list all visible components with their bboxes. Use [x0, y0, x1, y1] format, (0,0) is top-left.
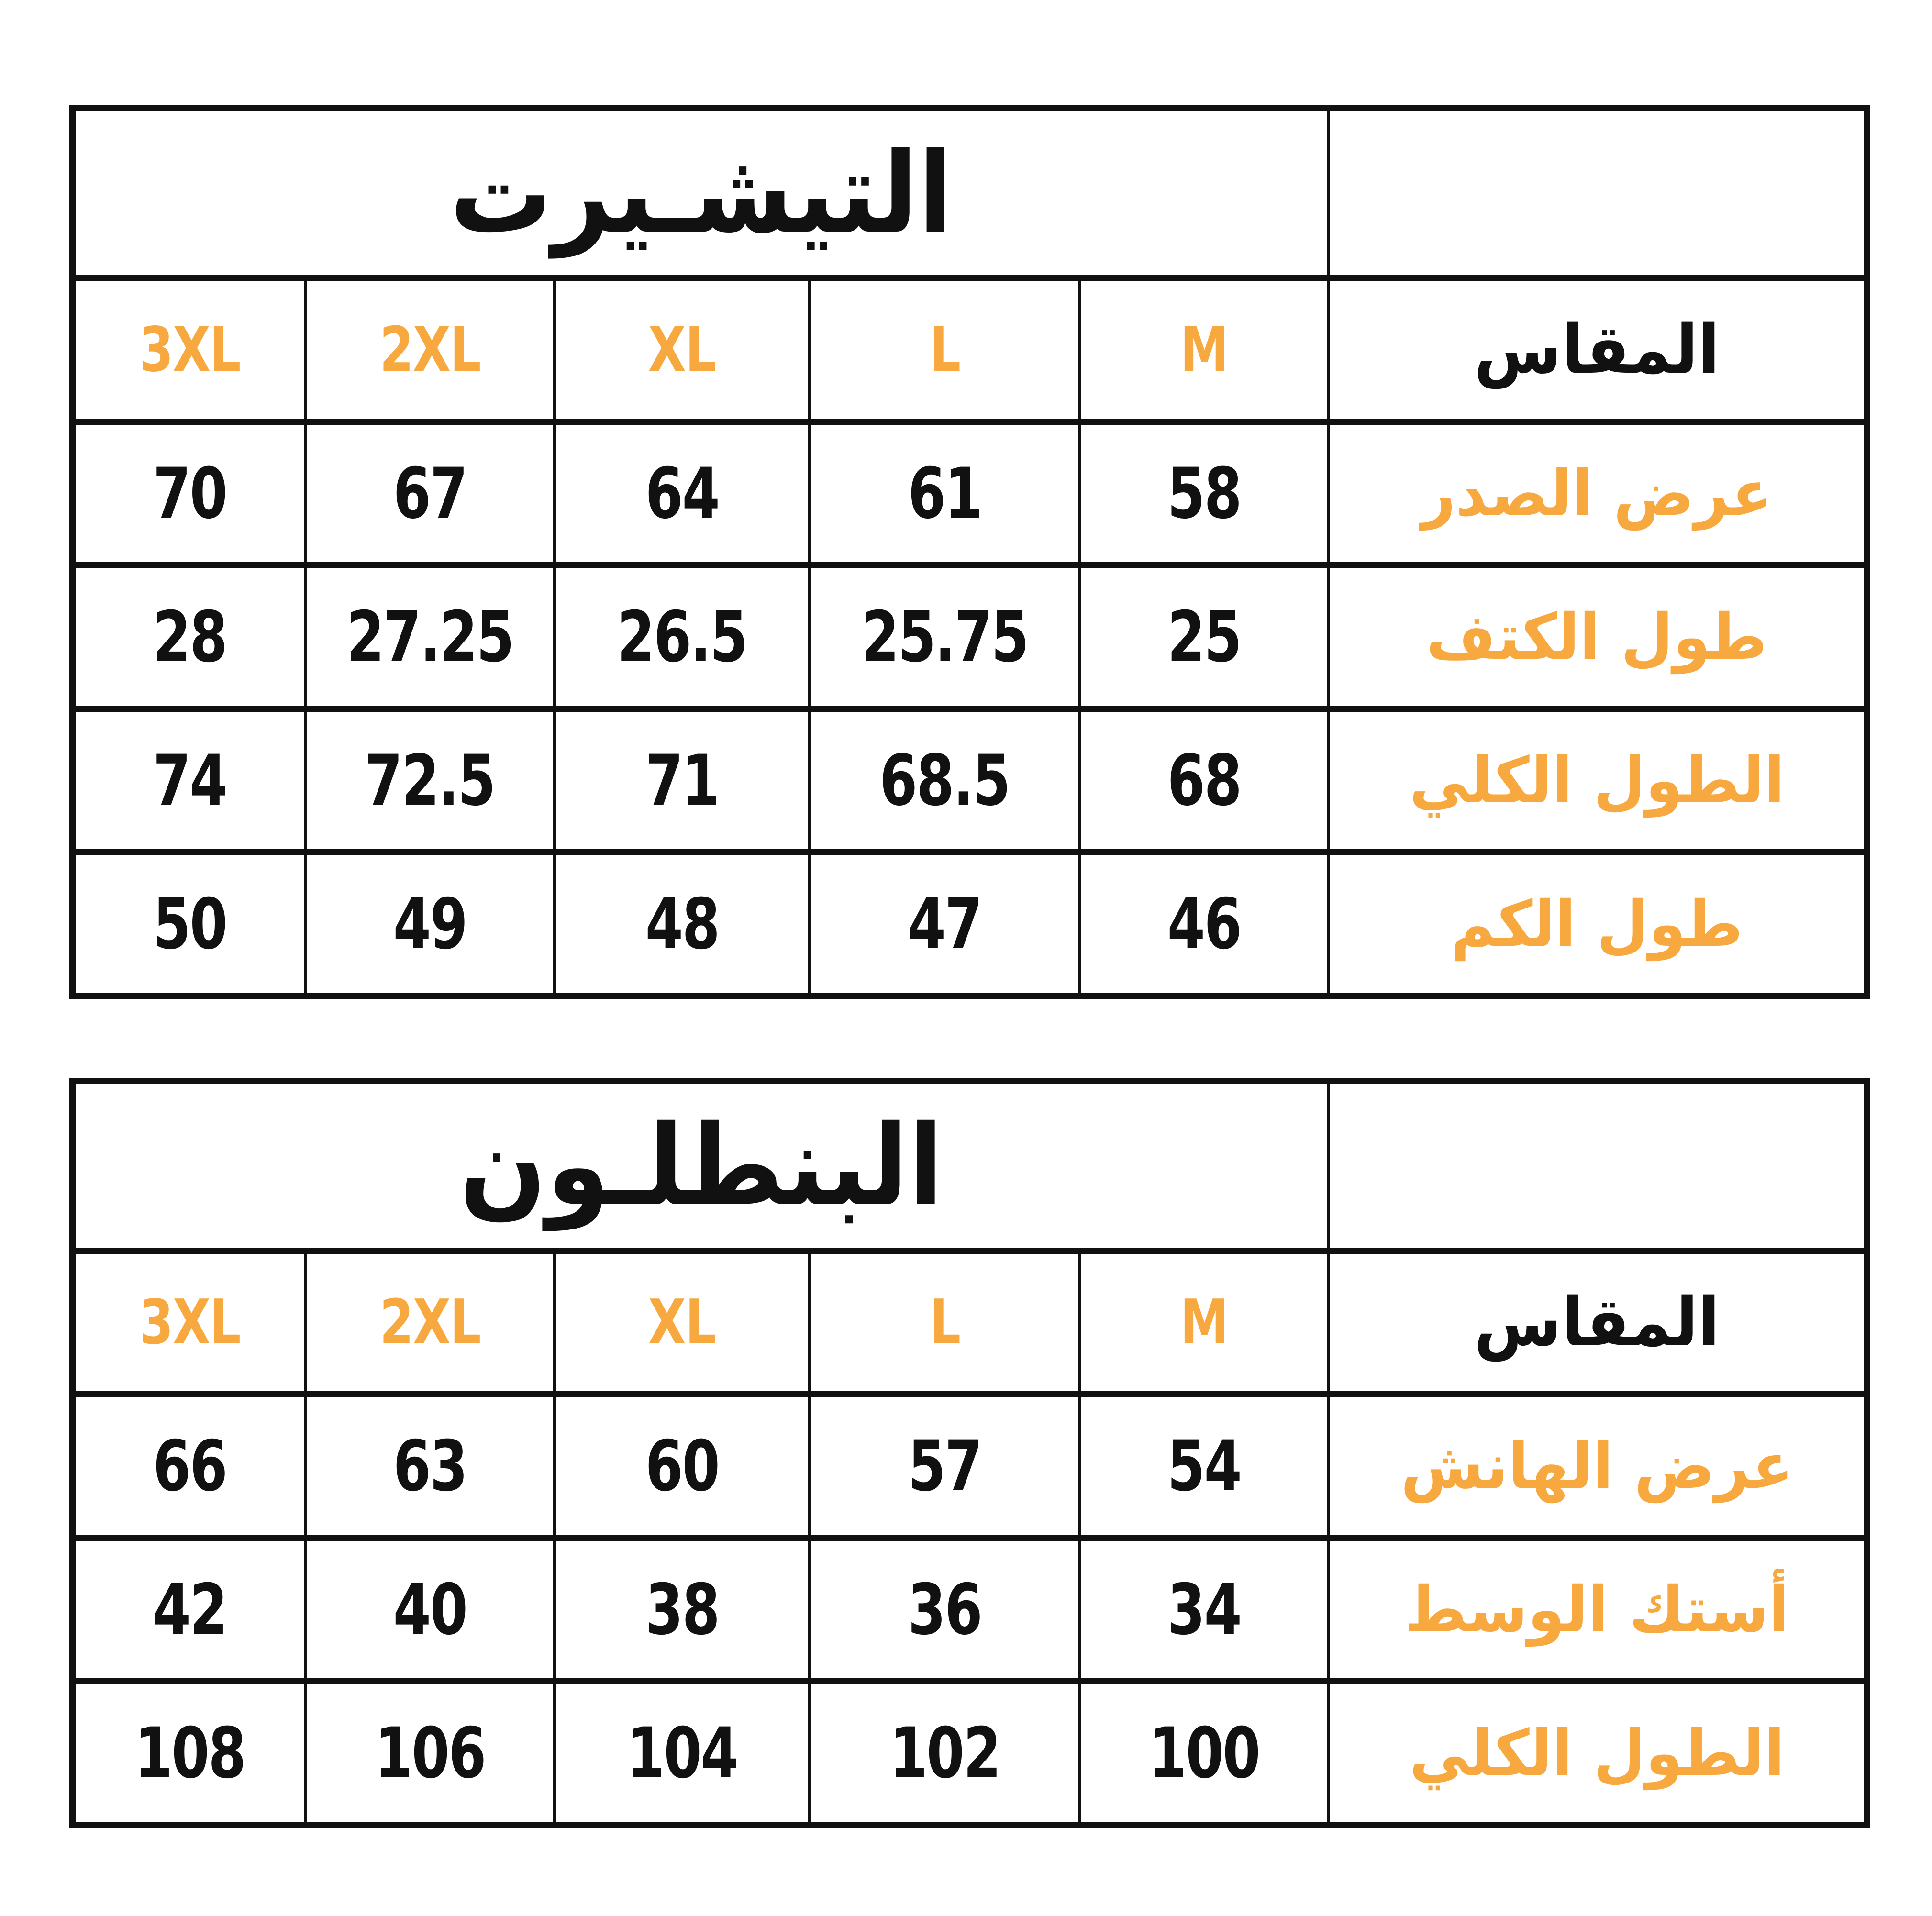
value-cell: [1080, 565, 1329, 709]
size-label-2xl: 2XL: [379, 314, 480, 386]
value-cell: [555, 565, 810, 709]
value-cell: [810, 1395, 1080, 1538]
value-cell: [810, 709, 1080, 853]
value: 68: [1167, 740, 1241, 821]
value: 36: [908, 1569, 982, 1650]
size-label-3xl: 3XL: [139, 314, 240, 386]
size-cell-2xl: [306, 1251, 555, 1395]
value: 48: [645, 883, 719, 965]
value: 70: [153, 453, 227, 534]
value: 47: [908, 883, 982, 965]
value-cell: [810, 1538, 1080, 1682]
measure-label-cell: [1329, 1682, 1867, 1825]
tshirt-size-header-row: [73, 278, 1867, 422]
value: 66: [153, 1425, 227, 1507]
value-cell: [555, 1682, 810, 1825]
value: 34: [1167, 1569, 1241, 1650]
value-cell: [306, 1682, 555, 1825]
size-label-2xl: 2XL: [379, 1287, 480, 1358]
value: 102: [889, 1712, 1000, 1794]
value: 61: [908, 453, 982, 534]
table-row: [73, 1395, 1867, 1538]
table-row: [73, 853, 1867, 996]
value-cell: [306, 1395, 555, 1538]
value: 67: [393, 453, 467, 534]
value-cell: [73, 1682, 306, 1825]
value-cell: [810, 853, 1080, 996]
measure-header-cell: [1329, 1251, 1867, 1395]
value: 68.5: [879, 740, 1010, 821]
pants-title: البنطلـون: [459, 1101, 944, 1230]
value-cell: [306, 853, 555, 996]
measure-label-cell: [1329, 853, 1867, 996]
value-cell: [73, 565, 306, 709]
size-label-xl: XL: [648, 314, 716, 386]
value: 42: [153, 1569, 227, 1650]
value-cell: [1080, 422, 1329, 565]
tshirt-title: التيشـيرت: [449, 129, 953, 258]
size-cell-m: [1080, 1251, 1329, 1395]
value: 63: [393, 1425, 467, 1507]
size-label-l: L: [929, 314, 960, 386]
tshirt-size-table: [69, 105, 1870, 999]
measure-label-cell: [1329, 709, 1867, 853]
measure-label-cell: [1329, 422, 1867, 565]
value: 50: [153, 883, 227, 965]
value-cell: [306, 565, 555, 709]
size-cell-3xl: [73, 278, 306, 422]
measure-label: الطول الكلي: [1409, 743, 1785, 818]
value: 57: [908, 1425, 982, 1507]
table-row: [73, 1538, 1867, 1682]
value-cell: [555, 709, 810, 853]
value-cell: [810, 565, 1080, 709]
table-row: [73, 565, 1867, 709]
value: 74: [153, 740, 227, 821]
measure-label-cell: [1329, 1538, 1867, 1682]
value: 54: [1167, 1425, 1241, 1507]
value: 60: [645, 1425, 719, 1507]
value-cell: [1080, 1395, 1329, 1538]
value: 25.75: [861, 596, 1028, 678]
value-cell: [555, 853, 810, 996]
size-label-l: L: [929, 1287, 960, 1358]
value: 46: [1167, 883, 1241, 965]
measure-header-label: المقاس: [1474, 1284, 1720, 1362]
measure-label: الطول الكلي: [1409, 1716, 1785, 1790]
value: 104: [627, 1712, 737, 1794]
value-cell: [73, 709, 306, 853]
measure-label-cell: [1329, 1395, 1867, 1538]
size-cell-3xl: [73, 1251, 306, 1395]
pants-title-row: [73, 1081, 1867, 1251]
measure-label: طول الكتف: [1426, 600, 1767, 674]
value: 28: [153, 596, 227, 678]
value: 100: [1149, 1712, 1259, 1794]
measure-label: أستك الوسط: [1404, 1573, 1789, 1647]
value: 25: [1167, 596, 1241, 678]
table-row: [73, 1682, 1867, 1825]
measure-header-label: المقاس: [1474, 311, 1720, 389]
value-cell: [306, 709, 555, 853]
value-cell: [306, 1538, 555, 1682]
value: 27.25: [346, 596, 513, 678]
value-cell: [1080, 853, 1329, 996]
tshirt-title-cell: [73, 109, 1329, 278]
table-row: [73, 709, 1867, 853]
value-cell: [73, 422, 306, 565]
size-label-m: M: [1180, 1287, 1228, 1358]
value-cell: [810, 1682, 1080, 1825]
value-cell: [1080, 709, 1329, 853]
tshirt-title-empty-cell: [1329, 109, 1867, 278]
value: 38: [645, 1569, 719, 1650]
pants-size-table: [69, 1078, 1870, 1828]
value-cell: [810, 422, 1080, 565]
value: 40: [393, 1569, 467, 1650]
value-cell: [73, 853, 306, 996]
size-label-3xl: 3XL: [139, 1287, 240, 1358]
value: 49: [393, 883, 467, 965]
size-cell-2xl: [306, 278, 555, 422]
measure-label: عرض الهانش: [1400, 1429, 1793, 1503]
size-label-m: M: [1180, 314, 1228, 386]
pants-title-cell: [73, 1081, 1329, 1251]
value-cell: [306, 422, 555, 565]
value-cell: [555, 1395, 810, 1538]
value-cell: [1080, 1538, 1329, 1682]
size-cell-l: [810, 278, 1080, 422]
value-cell: [73, 1395, 306, 1538]
measure-label: عرض الصدر: [1421, 456, 1773, 531]
value: 72.5: [365, 740, 495, 821]
value: 108: [134, 1712, 245, 1794]
size-cell-xl: [555, 1251, 810, 1395]
measure-header-cell: [1329, 278, 1867, 422]
value: 64: [645, 453, 719, 534]
value: 58: [1167, 453, 1241, 534]
value-cell: [555, 1538, 810, 1682]
table-row: [73, 422, 1867, 565]
value: 26.5: [617, 596, 747, 678]
value: 71: [645, 740, 719, 821]
measure-label-cell: [1329, 565, 1867, 709]
value-cell: [73, 1538, 306, 1682]
size-label-xl: XL: [648, 1287, 716, 1358]
pants-title-empty-cell: [1329, 1081, 1867, 1251]
measure-label: طول الكم: [1451, 887, 1743, 961]
value: 106: [375, 1712, 485, 1794]
size-cell-m: [1080, 278, 1329, 422]
value-cell: [1080, 1682, 1329, 1825]
pants-size-header-row: [73, 1251, 1867, 1395]
size-cell-l: [810, 1251, 1080, 1395]
tshirt-title-row: [73, 109, 1867, 278]
size-cell-xl: [555, 278, 810, 422]
value-cell: [555, 422, 810, 565]
